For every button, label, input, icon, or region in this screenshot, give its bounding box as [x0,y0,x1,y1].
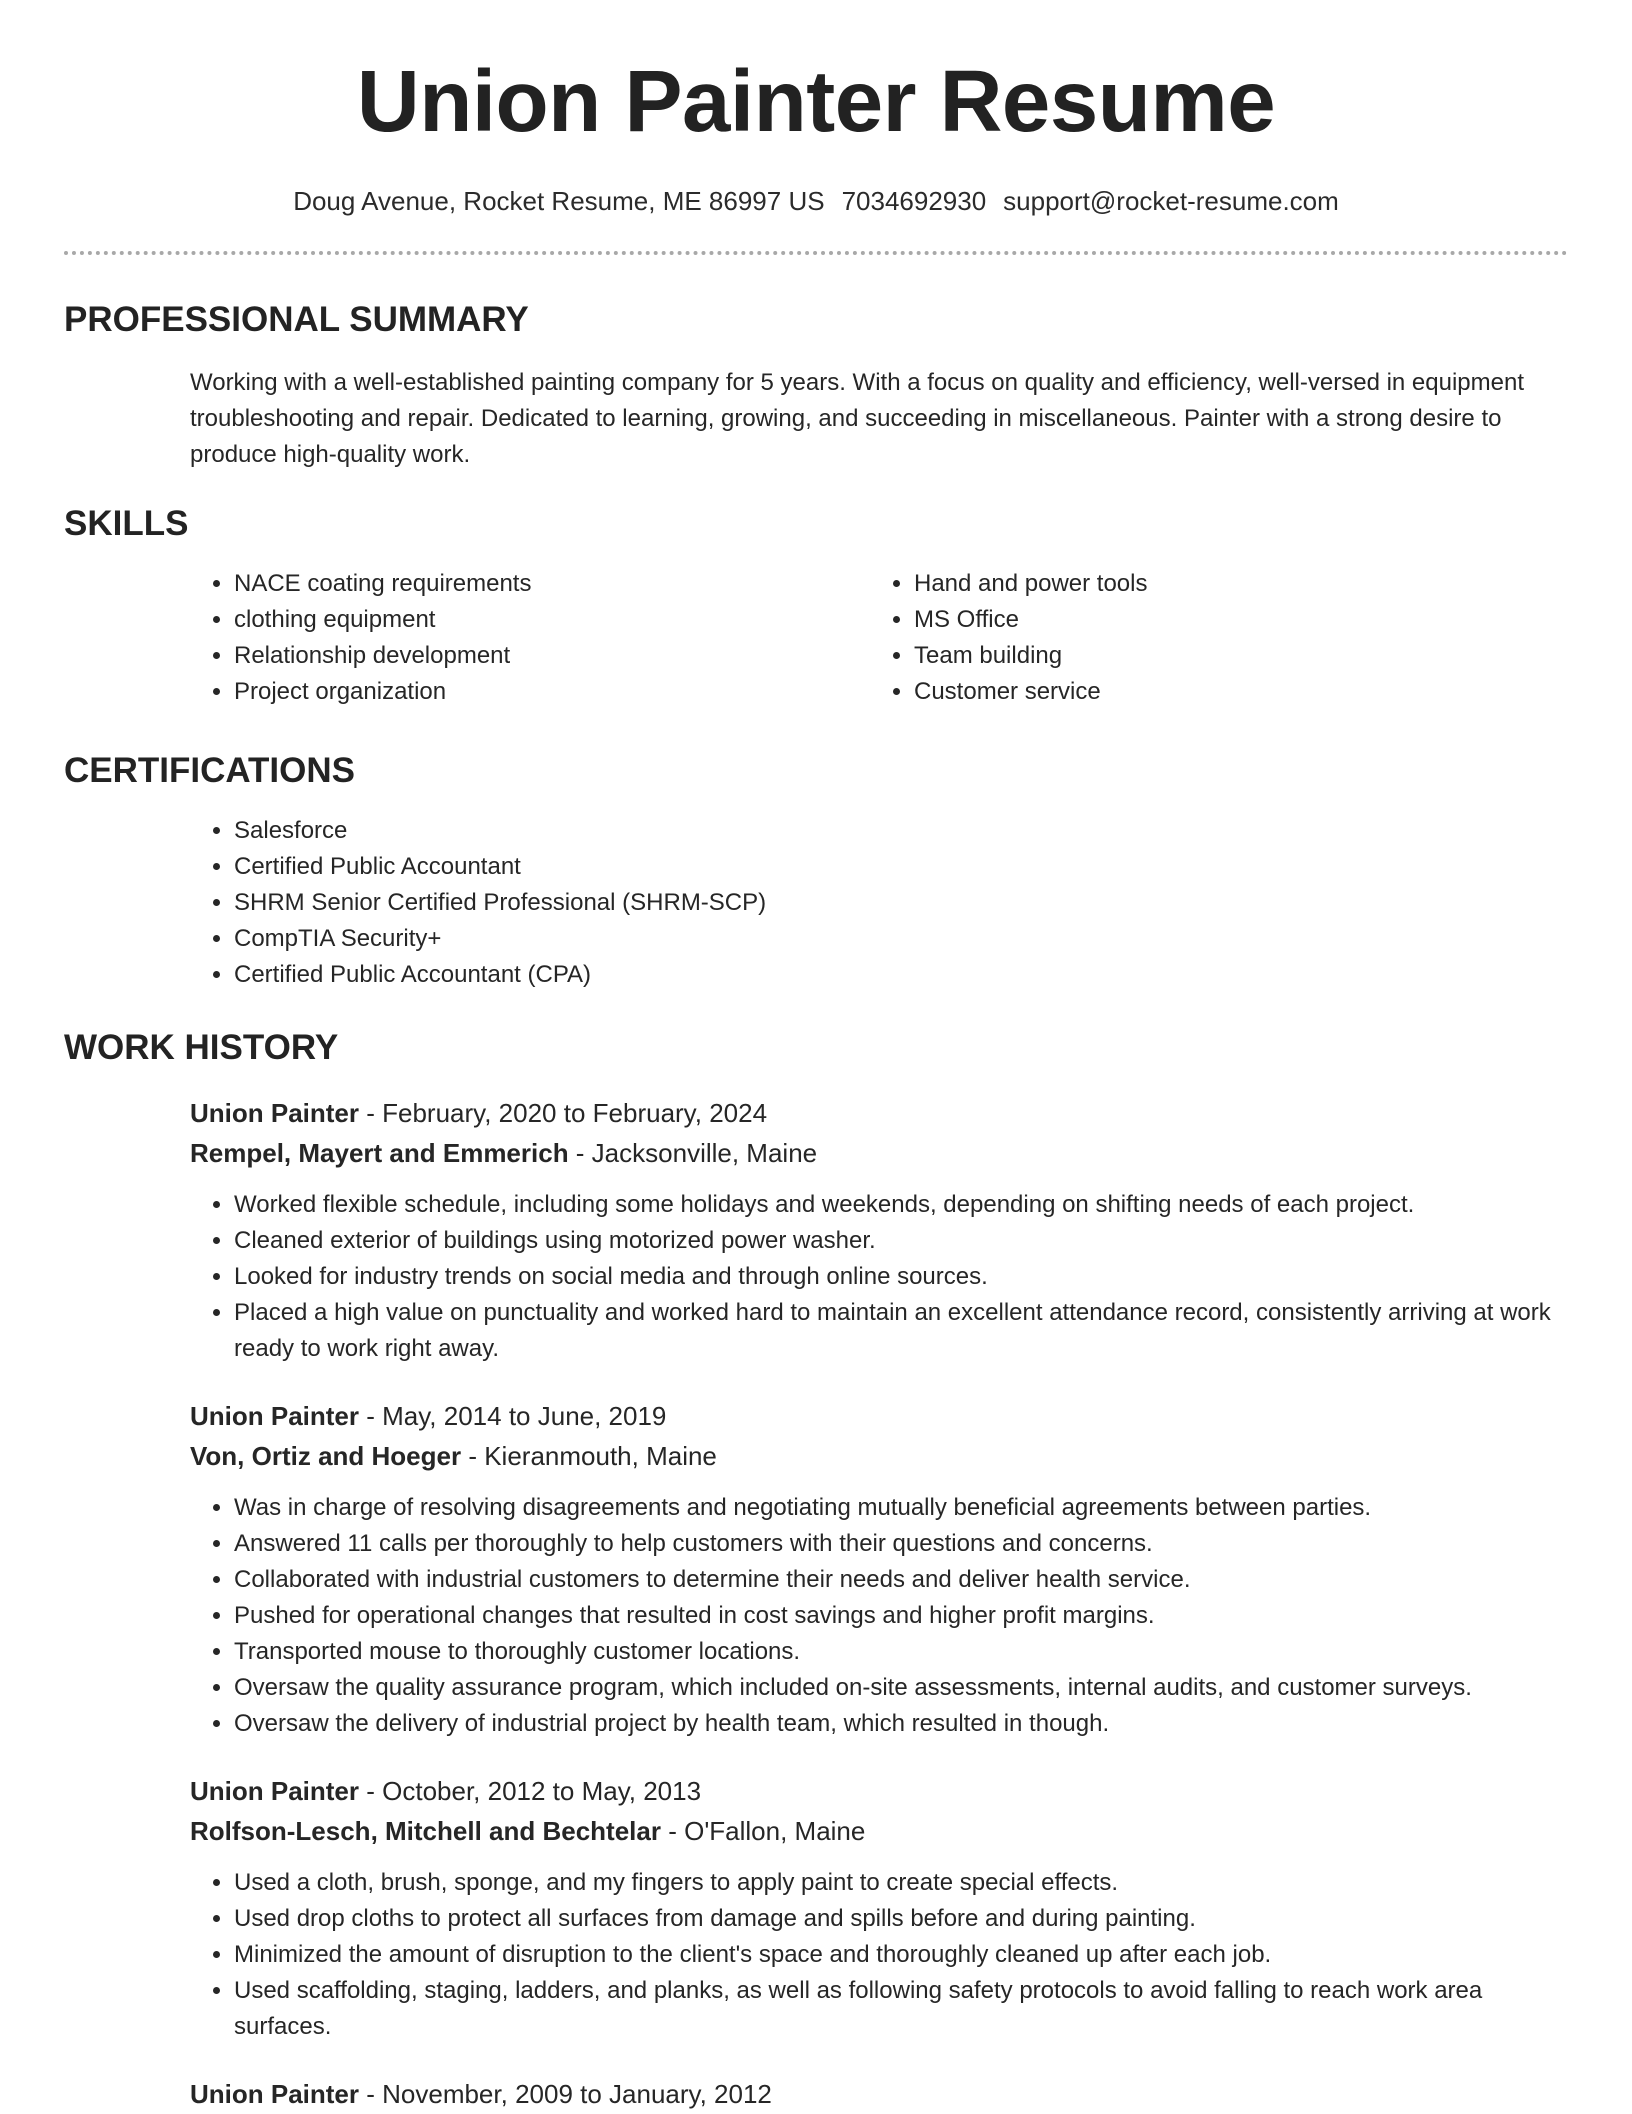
job-dates: - May, 2014 to June, 2019 [359,1401,667,1432]
job-title: Union Painter [190,1776,360,1807]
job-bullet: • Looked for industry trends on social media and through online sources. [234,1259,1568,1295]
job-bullet: • Placed a high value on punctuality and worked hard to maintain an excellent attendance record, consistently arriving at work ready to work right away. [234,1295,1568,1367]
skill-item: • Project organization [234,674,870,710]
job-entry [190,1093,1568,1367]
job-bullet: • Cleaned exterior of buildings using motorized power washer. [234,1223,1568,1259]
job-bullet: • Used a cloth, brush, sponge, and my fingers to apply paint to create special effects. [234,1865,1568,1901]
contact-address: Doug Avenue, Rocket Resume, ME 86997 US [293,186,825,216]
resume-title: Union Painter Resume [356,53,1276,150]
skill-item: • Customer service [914,674,1550,710]
job-company: Von, Ortiz and Hoeger [190,1441,462,1472]
job-title: Union Painter [190,1401,360,1432]
summary-heading: PROFESSIONAL SUMMARY [64,300,529,340]
skill-item: • clothing equipment [234,602,870,638]
header-divider [64,251,1568,255]
job-company: Rempel, Mayert and Emmerich [190,1138,569,1169]
certifications-heading: CERTIFICATIONS [64,751,356,791]
job-dates: - February, 2020 to February, 2024 [359,1098,768,1129]
job-spacer [64,2045,1568,2074]
job-spacer [64,1367,1568,1396]
skills-grid [190,566,1568,710]
job-company-line [190,1436,1568,1476]
job-location: - Jacksonville, Maine [568,1138,818,1169]
job-entry [190,1771,1568,2045]
job-dates: - October, 2012 to May, 2013 [359,1776,702,1807]
job-bullet-list [190,1187,1568,1367]
job-title-line [190,1396,1568,1436]
job-title-line [190,1093,1568,1133]
certification-item: • SHRM Senior Certified Professional (SHRM-SCP) [234,885,1568,921]
job-spacer [64,1742,1568,1771]
contact-email: support@rocket-resume.com [1003,186,1339,216]
job-entry [190,1396,1568,1742]
job-location: - Kieranmouth, Maine [461,1441,717,1472]
job-bullet: • Used scaffolding, staging, ladders, and planks, as well as following safety protocols to avoid falling to reach work area surfaces. [234,1973,1568,2045]
certification-item: • Salesforce [234,813,1568,849]
skills-list-left [190,566,870,710]
skill-item: • Team building [914,638,1550,674]
work-history-heading: WORK HISTORY [64,1028,339,1068]
job-bullet: • Collaborated with industrial customers to determine their needs and deliver health service. [234,1562,1568,1598]
job-bullet: • Minimized the amount of disruption to the client's space and thoroughly cleaned up after each job. [234,1937,1568,1973]
skill-item: • MS Office [914,602,1550,638]
skill-item: • Hand and power tools [914,566,1550,602]
certifications-list [190,813,1568,993]
job-title: Union Painter [190,1098,360,1129]
certification-item: • Certified Public Accountant [234,849,1568,885]
job-title: Union Painter [190,2079,360,2110]
job-bullet: • Pushed for operational changes that resulted in cost savings and higher profit margins. [234,1598,1568,1634]
job-bullet: • Transported mouse to thoroughly customer locations. [234,1634,1568,1670]
skills-list-right [870,566,1550,710]
job-title-line [190,2074,1568,2114]
job-location: - O'Fallon, Maine [660,1816,866,1847]
job-bullet: • Was in charge of resolving disagreements and negotiating mutually beneficial agreements between parties. [234,1490,1568,1526]
contact-line [64,186,1568,217]
job-company-line [190,1811,1568,1851]
job-bullet: • Oversaw the quality assurance program, which included on-site assessments, internal audits, and customer surveys. [234,1670,1568,1706]
job-entry [190,2074,1568,2114]
job-bullet: • Used drop cloths to protect all surfaces from damage and spills before and during painting. [234,1901,1568,1937]
job-company: Rolfson-Lesch, Mitchell and Bechtelar [190,1816,661,1847]
summary-text: Working with a well-established painting company for 5 years. With a focus on quality and efficiency, well-versed in equipment troubleshooting and repair. Dedicated to learning, growing, and succeeding in miscellaneous. Painter with a strong desire to produce high-quality work. [190,369,1525,469]
job-bullet-list [190,1865,1568,2045]
job-bullet-list [190,1490,1568,1742]
skill-item: • NACE coating requirements [234,566,870,602]
certification-item: • Certified Public Accountant (CPA) [234,957,1568,993]
job-bullet: • Worked flexible schedule, including some holidays and weekends, depending on shifting needs of each project. [234,1187,1568,1223]
certification-item: • CompTIA Security+ [234,921,1568,957]
skill-item: • Relationship development [234,638,870,674]
job-bullet: • Answered 11 calls per thoroughly to help customers with their questions and concerns. [234,1526,1568,1562]
job-dates: - November, 2009 to January, 2012 [359,2079,772,2110]
job-bullet: • Oversaw the delivery of industrial project by health team, which resulted in though. [234,1706,1568,1742]
skills-heading: SKILLS [64,504,189,544]
job-company-line [190,1133,1568,1173]
contact-phone: 7034692930 [841,186,987,216]
job-title-line [190,1771,1568,1811]
